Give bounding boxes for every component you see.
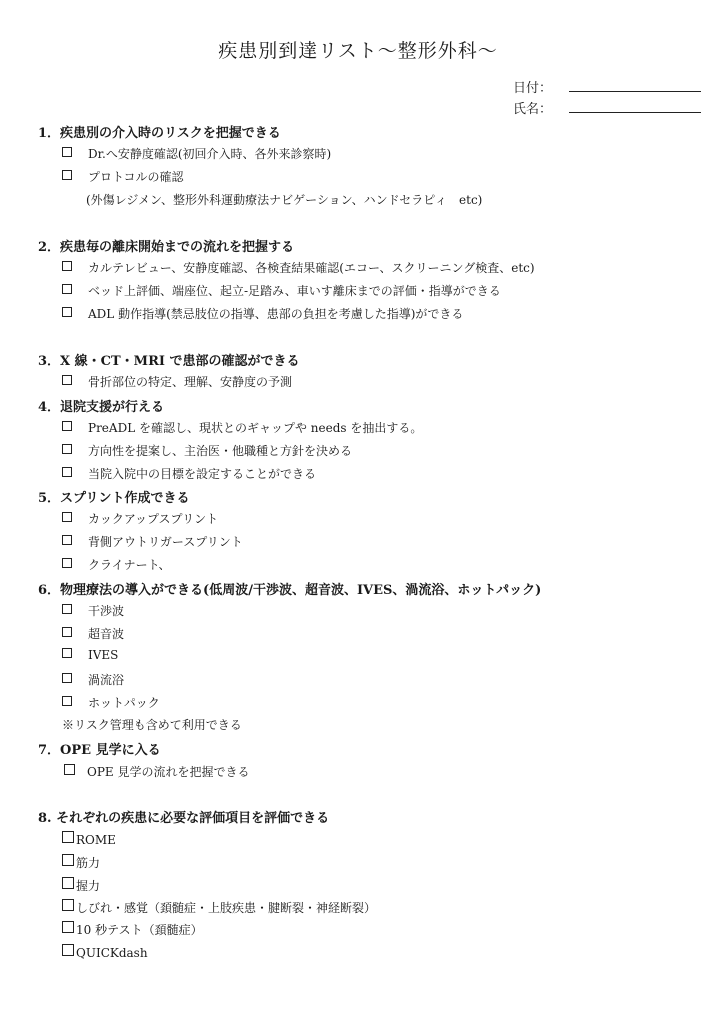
name-field <box>513 98 552 117</box>
section-3-heading: 3．X 線・CT・MRI で患部の確認ができる <box>38 354 300 369</box>
checkbox[interactable] <box>62 831 74 843</box>
checklist-item: 10 秒テスト（頚髄症） <box>62 921 203 938</box>
section-6-heading: 6．物理療法の導入ができる(低周波/干渉波、超音波、IVES、渦流浴、ホットパック) <box>38 583 542 598</box>
checklist-item: 超音波 <box>62 625 124 642</box>
section-1-heading: 1．疾患別の介入時のリスクを把握できる <box>38 126 281 141</box>
checkbox[interactable] <box>62 627 72 637</box>
checkbox[interactable] <box>62 696 72 706</box>
checklist-item: ベッド上評価、端座位、起立-足踏み、車いす離床までの評価・指導ができる <box>62 282 501 299</box>
checkbox[interactable] <box>62 944 74 956</box>
checklist-item: 当院入院中の目標を設定することができる <box>62 465 316 482</box>
checklist-item: 方向性を提案し、主治医・他職種と方針を決める <box>62 442 352 459</box>
checklist-item: 握力 <box>62 877 100 894</box>
checklist-item: ROME <box>62 831 116 847</box>
checkbox[interactable] <box>62 899 74 911</box>
checkbox[interactable] <box>62 535 72 545</box>
checklist-item: Dr.へ安静度確認(初回介入時、各外来診察時) <box>62 145 331 162</box>
checkbox[interactable] <box>62 604 72 614</box>
page-title: 疾患別到達リスト〜整形外科〜 <box>218 40 498 62</box>
checklist-item: 筋力 <box>62 854 100 871</box>
checkbox[interactable] <box>62 673 72 683</box>
checkbox[interactable] <box>62 284 72 294</box>
checkbox[interactable] <box>64 764 75 775</box>
checkbox[interactable] <box>62 170 72 180</box>
checkbox[interactable] <box>62 854 74 866</box>
checklist-item: 渦流浴 <box>62 671 124 688</box>
checkbox[interactable] <box>62 375 72 385</box>
name-line[interactable] <box>569 112 701 113</box>
section-5-heading: 5．スプリント作成できる <box>38 491 190 506</box>
checklist-item: 骨折部位の特定、理解、安静度の予測 <box>62 373 292 390</box>
checklist-item: カックアップスプリント <box>62 510 218 527</box>
checkbox[interactable] <box>62 261 72 271</box>
checkbox[interactable] <box>62 467 72 477</box>
checkbox[interactable] <box>62 147 72 157</box>
section-4-heading: 4．退院支援が行える <box>38 400 165 415</box>
checklist-item: 背側アウトリガースプリント <box>62 533 243 550</box>
checkbox[interactable] <box>62 444 72 454</box>
date-field <box>513 77 552 96</box>
checkbox[interactable] <box>62 877 74 889</box>
section-8-heading: 8. それぞれの疾患に必要な評価項目を評価できる <box>38 811 330 826</box>
checklist-item: PreADL を確認し、現状とのギャップや needs を抽出する。 <box>62 419 422 436</box>
checklist-item: カルテレビュー、安静度確認、各検査結果確認(エコー、スクリーニング検査、etc) <box>62 259 535 276</box>
checklist-item: ホットパック <box>62 694 160 711</box>
checklist-item: QUICKdash <box>62 944 148 960</box>
date-line[interactable] <box>569 91 701 92</box>
checkbox[interactable] <box>62 512 72 522</box>
checklist-item: しびれ・感覚（頚髄症・上肢疾患・腱断裂・神経断裂） <box>62 899 376 916</box>
checklist-item: 干渉波 <box>62 602 124 619</box>
checkbox[interactable] <box>62 648 72 658</box>
date-label: 日付： <box>513 81 553 96</box>
section-2-heading: 2．疾患毎の離床開始までの流れを把握する <box>38 240 295 255</box>
checklist-item: OPE 見学の流れを把握できる <box>64 763 250 780</box>
checklist-item: IVES <box>62 648 118 662</box>
section-7-heading: 7．OPE 見学に入る <box>38 743 161 758</box>
checklist-item: クライナート、 <box>62 556 171 573</box>
section-6-note: ※リスク管理も含めて利用できる <box>62 718 242 732</box>
checklist-item: ADL 動作指導(禁忌肢位の指導、患部の負担を考慮した指導)ができる <box>62 305 463 322</box>
checkbox[interactable] <box>62 921 74 933</box>
checkbox[interactable] <box>62 421 72 431</box>
name-label: 氏名： <box>513 102 553 117</box>
checkbox[interactable] <box>62 558 72 568</box>
checkbox[interactable] <box>62 307 72 317</box>
checklist-item: プロトコルの確認 <box>62 168 184 185</box>
checklist-item-continuation: (外傷レジメン、整形外科運動療法ナビゲーション、ハンドセラピィ etc) <box>86 193 483 207</box>
